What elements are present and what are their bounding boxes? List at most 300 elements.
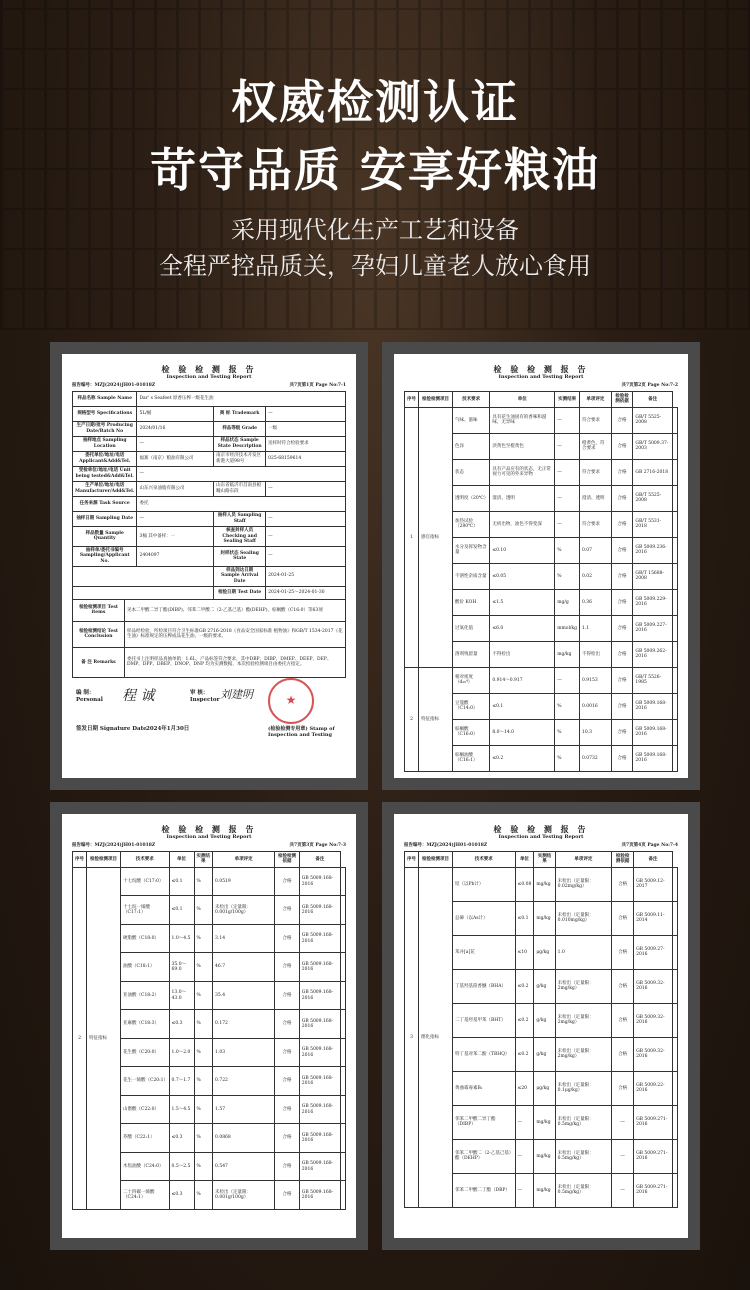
cell: ≤0.1 [169,867,194,896]
cell: 合格 [612,935,634,969]
cell: 过氧化值 [453,615,490,641]
cell: 0.172 [213,1010,275,1039]
report-card-1 [50,342,368,790]
row-number: 1 [405,407,419,667]
cell: g/kg [534,969,555,1003]
cell: ≤0.2 [515,1037,534,1071]
cell: — [612,1139,634,1173]
page-label: 共7页第4页 Page No:7-4 [621,843,678,849]
cell: 二丁基羟基甲苯（BHT） [453,1003,516,1037]
report-page-2 [394,354,688,778]
field-value: — [137,466,346,481]
cell: 合格 [275,1152,299,1181]
cell: 1.5～4.5 [169,1095,194,1124]
cell: 无析出物，油色不得变深 [490,511,555,537]
cell: — [555,459,580,485]
cell: 0.07 [580,537,612,563]
cell: GB 5009.168-2016 [299,1152,340,1181]
cell: % [555,537,580,563]
cell: 豆蔻酸（C14:0） [453,693,490,719]
cell: 芥酸（C22:1） [121,1124,170,1153]
cell: 加热试验（280℃） [453,511,490,537]
field-value: — [266,511,346,526]
cell: 符合要求 [580,407,612,433]
remark-cell [672,1003,677,1037]
field-value: 5L/桶 [137,406,214,421]
remark-cell [340,1124,345,1153]
cell: 符合要求 [580,511,612,537]
cell: 合格 [611,719,633,745]
table-row [405,407,678,433]
cell: 合格 [611,745,633,771]
table-row [73,406,346,421]
field-value: — [137,436,214,451]
remarks-label: 备 注 Remarks [73,647,125,677]
page-label: 共7页第1页 Page No:7-1 [289,383,346,389]
cell: 0.0016 [580,693,612,719]
cell: ≤0.3 [169,1181,194,1210]
cell: 合格 [612,867,634,901]
field-value: 南京市经济技术开发区新港大道98号 [214,451,266,466]
cell: 特丁基对苯二酚（TBHQ） [453,1037,516,1071]
cell: 合格 [612,1071,634,1105]
cell: 合格 [275,867,299,896]
cell: 十七烷酸（C17:0） [121,867,170,896]
cell: 未检出（定量限：2mg/kg） [555,1037,612,1071]
remark-cell [672,719,677,745]
cell: GB 5009.168-2016 [633,719,673,745]
cell: % [194,896,212,925]
cell: 铅（以Pb计） [453,867,516,901]
cell: % [194,1095,212,1124]
cell: 0.0519 [213,867,275,896]
field-value: — [266,481,346,496]
cell: ≤0.2 [490,745,555,771]
results-table [404,851,678,1208]
cell: 未检出（定量限：0.001g/100g） [213,1181,275,1210]
remark-cell [672,1105,677,1139]
remark-cell [340,1067,345,1096]
cell: GB 5009.168-2016 [299,1067,340,1096]
cell: 0.914～0.917 [490,667,555,693]
cell: GB 5009.32-2016 [634,1037,673,1071]
cell: μg/kg [534,1071,555,1105]
column-header: 单位 [169,851,194,867]
field-value: 山东省临沂市莒南县板疃山路东段 [214,481,266,496]
cell: GB/T 15688-2008 [633,563,673,589]
hero-title-2: 苛守品质 安享好粮油 [149,143,600,197]
category: 特征指标 [87,867,121,1209]
cell: ≤0.2 [515,969,534,1003]
field-value: 3桶 其中备样：一 [137,526,214,546]
cell: GB 5009.229-2016 [633,589,673,615]
report-card-4 [382,802,700,1250]
column-header: 检验检测项目 [419,391,453,407]
cell: GB 5009.271-2016 [634,1105,673,1139]
results-table [72,851,346,1210]
cell: 0.722 [213,1067,275,1096]
cell: mmol/kg [555,615,580,641]
cell: GB 5009.168-2016 [299,953,340,982]
cell: % [194,1124,212,1153]
cell: GB 5009.168-2016 [299,1038,340,1067]
cell: GB 5009.168-2016 [299,1010,340,1039]
cell: ≤0.1 [515,901,534,935]
cell: mg/kg [534,867,555,901]
cell: 合格 [275,1181,299,1210]
cell: % [555,745,580,771]
report-header [404,383,678,389]
cell: 合格 [611,641,633,667]
inspector-label: 审 核： Inspector [190,689,220,703]
remark-cell [672,1037,677,1071]
cell: 未检出（定量限：0.5mg/kg） [555,1105,612,1139]
column-header: 序号 [73,851,87,867]
cell: % [555,719,580,745]
cell: 1.0～4.5 [169,924,194,953]
cell: 0.7～1.7 [169,1067,194,1096]
table-row [73,421,346,436]
remark-cell [672,459,677,485]
cell: 澄清、透明 [490,485,555,511]
remark-cell [340,1152,345,1181]
cell: 二十四碳一烯酸（C24:1） [121,1181,170,1210]
field-label: 核查封样人员 Checking and Sealing Staff [214,526,266,546]
cell: 未检出（定量限：0.02mg/kg） [555,867,612,901]
hero-title-1: 权威检测认证 [231,75,519,129]
cell: 合格 [275,1010,299,1039]
field-label: 抽样日期 Sampling Date [73,511,137,526]
cell: 合格 [612,1037,634,1071]
table-row [73,466,346,481]
cell: 13.0～43.0 [169,981,194,1010]
report-number: 报告编号：MZJ(2024)JH01-01018Z [404,843,488,849]
cell: — [515,1173,534,1207]
field-value: 2404097 [137,546,214,566]
cell: 0.36 [580,589,612,615]
field-label: 规格型号 Specifications [73,406,137,421]
category: 特征指标 [419,667,453,771]
report-header [72,843,346,849]
cell: 1.1 [580,615,612,641]
cell: — [612,1105,634,1139]
cell: — [555,407,580,433]
cell: 具有花生油固有的香味和滋味，无异味 [490,407,555,433]
column-header: 单项评定 [555,851,612,867]
cell: 35.0～69.0 [169,953,194,982]
remark-cell [340,1181,345,1210]
cell: mg/kg [534,1173,555,1207]
field-label: 样品名称 Sample Name [73,391,137,406]
cell: GB 5009.168-2016 [299,1181,340,1210]
cell: mg/kg [555,641,580,667]
personal-signature: 程 诚 [122,687,155,704]
table-row [73,391,346,406]
cell: 淡黄色至橙黄色 [490,433,555,459]
table-row [405,867,678,901]
field-value: 福寨（南京）粮油有限公司 [137,451,214,466]
report-subtitle: Inspection and Testing Report [166,374,252,380]
cell: — [555,511,580,537]
field-label: 生产单位/地址/电话 Manufacturer/Add&Tel. [73,481,137,496]
report-header [72,383,346,389]
cell: ≤10 [515,935,534,969]
cell: GB 5009.32-2016 [634,969,673,1003]
cell: GB 5009.236-2016 [633,537,673,563]
remark-cell [340,981,345,1010]
cell: GB/T 5526-1985 [633,667,673,693]
cell: 花生一烯酸（C20:1） [121,1067,170,1096]
cell: 0.0868 [213,1124,275,1153]
remark-cell [340,1095,345,1124]
field-value: — [137,511,214,526]
cell: 十七烷一烯酸（C17:1） [121,896,170,925]
column-header: 检验检测依据 [612,851,634,867]
cell: mg/kg [534,1139,555,1173]
cell: mg/g [555,589,580,615]
hero-subtitle-2: 全程严控品质关，孕妇儿童老人放心食用 [159,252,591,280]
cell: 合格 [611,563,633,589]
cell: GB 5009.168-2016 [299,1124,340,1153]
cell: 苯并[a]芘 [453,935,516,969]
field-value: 025-68159614 [266,451,346,466]
remark-cell [672,615,677,641]
cell: % [194,1152,212,1181]
column-header: 序号 [405,851,419,867]
cell: mg/kg [534,901,555,935]
cell: — [555,667,580,693]
cell: 透明度（20℃） [453,485,490,511]
page-label: 共7页第2页 Page No:7-2 [621,383,678,389]
field-value: — [266,546,346,566]
cell: — [515,1139,534,1173]
cell: 合格 [611,537,633,563]
field-value: 送样时符合检验要求 [266,436,346,451]
report-title: 检 验 检 测 报 告 [161,364,257,374]
cell: 硬脂酸（C18:0） [121,924,170,953]
table-row [73,867,346,896]
report-title: 检 验 检 测 报 告 [161,824,257,834]
cell: 丁基羟基茴香醚（BHA） [453,969,516,1003]
remark-cell [340,1010,345,1039]
cell: GB 5009.168-2016 [299,1095,340,1124]
field-label: 任务来源 Task Source [73,496,137,511]
personal-label: 编 制： Personal [76,689,103,703]
column-header: 技术要求 [121,851,170,867]
cell: 合格 [611,407,633,433]
cell: 未检出（定量限：2mg/kg） [555,1003,612,1037]
remark-cell [672,1139,677,1173]
cell: 1.0～2.0 [169,1038,194,1067]
field-value: — [266,406,346,421]
cell: GB 5009.271-2016 [634,1139,673,1173]
cell: % [194,1038,212,1067]
seal-stamp: ★ [268,678,314,724]
field-value: 委托 [137,496,346,511]
cell: 花生酸（C20:0） [121,1038,170,1067]
cell: 3.14 [213,924,275,953]
cell: 合格 [611,511,633,537]
cell: g/kg [534,1003,555,1037]
cell: 35.4 [213,981,275,1010]
cell: GB 5009.271-2016 [634,1173,673,1207]
cell: GB/T 5009.37-2003 [633,433,673,459]
cell: GB 5009.262-2016 [633,641,673,667]
field-label: 商 标 Trademark [214,406,266,421]
remark-cell [672,589,677,615]
cell: 1.0 [555,935,612,969]
header-row [405,391,678,407]
table-row [73,586,346,599]
cell: 合格 [275,1067,299,1096]
cell: 合格 [275,1038,299,1067]
cell: 未检出（定量限：0.5mg/kg） [555,1173,612,1207]
column-header: 技术要求 [453,851,516,867]
table-row [73,436,346,451]
cell: 邻苯二甲酸二（2-乙基己基）酯（DEHP） [453,1139,516,1173]
cell: 8.0～14.0 [490,719,555,745]
cell: ≤0.3 [169,1124,194,1153]
category: 理化指标 [419,867,453,1207]
items-table [72,599,346,678]
remark-cell [672,407,677,433]
cell: GB 5009.12-2017 [634,867,673,901]
cell: — [515,1105,534,1139]
cell: 符合要求 [580,459,612,485]
cell: GB/T 5525-2008 [633,407,673,433]
spacer [73,566,214,586]
cell: 气味、滋味 [453,407,490,433]
report-subtitle: Inspection and Testing Report [498,834,584,840]
cell: 合格 [611,667,633,693]
remark-cell [672,745,677,771]
column-header: 单项评定 [580,391,612,407]
column-header: 实测结果 [194,851,212,867]
sign-date: 2024年1月30日 [146,725,190,732]
report-subtitle: Inspection and Testing Report [498,374,584,380]
report-number: 报告编号：MZJ(2024)JH01-01018Z [72,383,156,389]
signature-area [72,682,346,752]
items-label: 检验检测项目 Test items [73,599,125,621]
row-number: 3 [405,867,419,1207]
report-card-3 [50,802,368,1250]
field-value: 山东兴泉油脂有限公司 [137,481,214,496]
remark-cell [672,1071,677,1105]
cell: GB 5009.168-2016 [633,693,673,719]
cell: 棕榈油酸（C16:1） [453,745,490,771]
table-row [73,526,346,546]
column-header: 单项评定 [213,851,275,867]
cell: GB/T 5531-2018 [633,511,673,537]
cell: 不得检出 [490,641,555,667]
cell: 合格 [275,981,299,1010]
remark-cell [672,537,677,563]
cell: 合格 [275,1124,299,1153]
page-label: 共7页第3页 Page No:7-3 [289,843,346,849]
header-row [73,851,346,867]
cell: 溶剂残留量 [453,641,490,667]
field-value: — [266,526,346,546]
remark-cell [672,433,677,459]
cell: 46.7 [213,953,275,982]
cell: 合格 [275,924,299,953]
category: 感官指标 [419,407,453,667]
cell: ≤0.1 [169,896,194,925]
cell: 相对密度（d₂₀⁴） [453,667,490,693]
cell: % [194,1067,212,1096]
remark-cell [672,667,677,693]
cell: ≤0.08 [515,867,534,901]
column-header: 单位 [515,851,534,867]
remark-cell [672,485,677,511]
cell: GB 5009.168-2016 [299,867,340,896]
remarks-value: 委托书上注明样品真抽单销：1.6L，产品标签符合要求，其中DBP、DIBP、DMEP、DEEP、DEP、DMP、DPP、DBEP、DNOP、DNP 均为实测数据，本次检验检测项目由委托方指定。 [125,647,346,677]
cell: % [194,981,212,1010]
field-label: 样品等级 Grade [214,421,266,436]
column-header: 备注 [299,851,340,867]
cell: 合格 [611,459,633,485]
column-header: 单位 [490,391,555,407]
items-value: 见本二甲酸二异丁酯(DIBP)、邻苯二甲酸二（2-乙基己基）酯(DEHP)、棕榈酸（C16:0）等63项 [125,599,346,621]
cell: — [612,1173,634,1207]
cell: % [555,563,580,589]
remark-cell [672,563,677,589]
report-number: 报告编号：MZJ(2024)JH01-01018Z [72,843,156,849]
cell: 合格 [612,1003,634,1037]
cell: 邻苯二甲酸二丁酯（DBP） [453,1173,516,1207]
cell: 合格 [612,969,634,1003]
cell: GB 5009.22-2016 [634,1071,673,1105]
field-label: 抽样单/委托书编号 Sampling/Applicant No. [73,546,137,566]
cell: 合格 [275,896,299,925]
row-number: 2 [73,867,87,1209]
field-label: 抽样地点 Sampling Location [73,436,137,451]
cell: 山嵛酸（C22:0） [121,1095,170,1124]
column-header: 检验检测项目 [419,851,453,867]
cell: 0.02 [580,563,612,589]
cell: 不得检出 [580,641,612,667]
field-label: 委托单位/地址/电话 Applicant&Add&Tel. [73,451,137,466]
cell: ≤0.3 [169,1010,194,1039]
field-value: 2024/01/16 [137,421,214,436]
table-row [73,566,346,586]
column-header: 检验检测依据 [611,391,633,407]
cell: — [555,485,580,511]
cell: 1.57 [213,1095,275,1124]
column-header: 实测结果 [534,851,555,867]
column-header: 备注 [633,391,673,407]
field-value: 2024-01-25～2024-01-30 [266,586,346,599]
cell: 合格 [611,433,633,459]
cell: 合格 [611,693,633,719]
remark-cell [672,1173,677,1207]
column-header: 备注 [634,851,673,867]
report-title: 检 验 检 测 报 告 [493,824,589,834]
cell: 水分及挥发物含量 [453,537,490,563]
column-header: 实测结果 [555,391,580,407]
field-label: 封样状态 Sealing State [214,546,266,566]
column-header: 检验检测依据 [275,851,299,867]
cell: % [194,1181,212,1210]
cell: 黄曲霉毒素B₁ [453,1071,516,1105]
remark-cell [672,935,677,969]
cell: ≤20 [515,1071,534,1105]
table-row [73,496,346,511]
sign-date-label: 签发日期 Signature Date [76,725,147,732]
report-page-3 [62,814,356,1238]
remark-cell [672,867,677,901]
cell: 棕榈酸（C16:0） [453,719,490,745]
